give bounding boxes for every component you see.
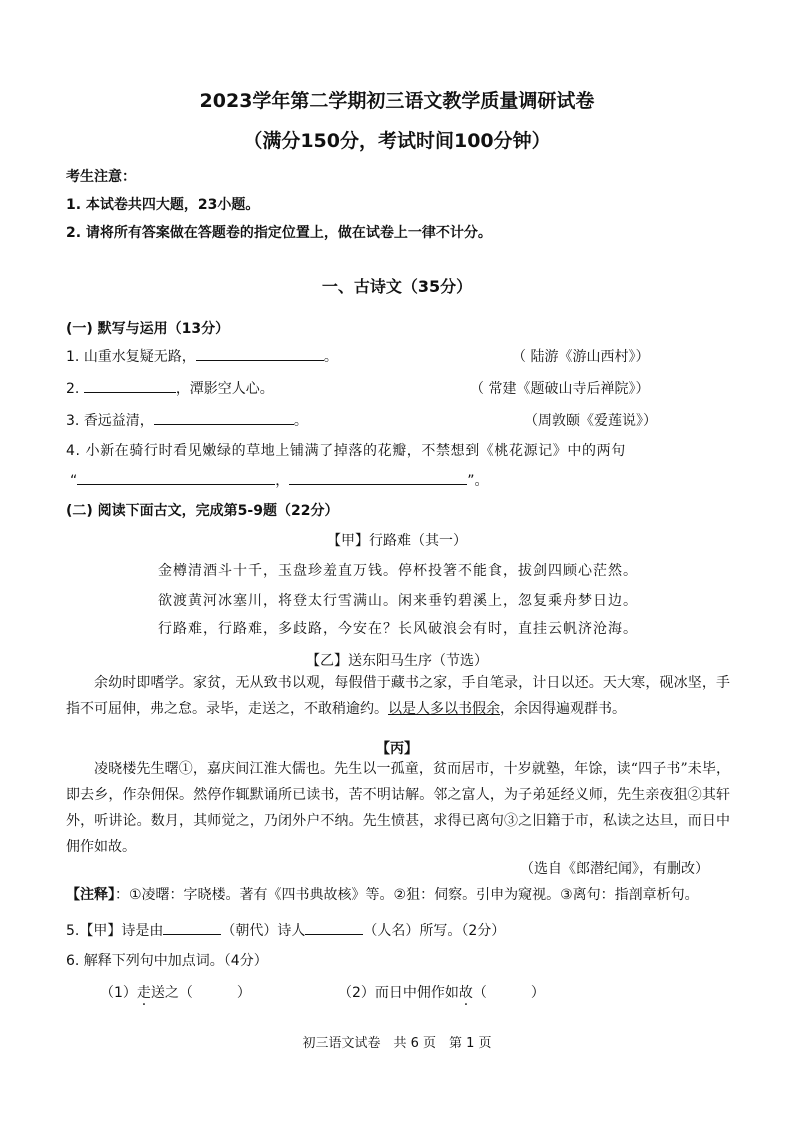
part1-title: (一) 默写与运用（13分） (66, 321, 230, 337)
q3-suffix: 。 (293, 413, 308, 429)
q6-item-1 (100, 982, 251, 1002)
part2-title: (二) 阅读下面古文，完成第5-9题（22分） (66, 503, 339, 519)
q1-answer-blank[interactable] (196, 347, 324, 361)
exam-subtitle: （满分150分，考试时间100分钟） (243, 130, 551, 152)
prose-yi-title: 【乙】送东阳马生序（节选） (306, 653, 488, 669)
q1-prefix: 山重水复疑无路， (83, 349, 196, 365)
annotation-label: 【注释】 (66, 887, 115, 903)
q4-comma: ， (275, 473, 290, 489)
q2-suffix: ，潭影空人心。 (175, 381, 274, 397)
q3-prefix: 香远益清， (83, 413, 154, 429)
notice-heading: 考生注意： (66, 169, 136, 185)
notice-item-1: 1. 本试卷共四大题，23小题。 (66, 197, 260, 213)
poem-jia-line-3: 行路难，行路难，多歧路，今安在？长风破浪会有时，直挂云帆济沧海。 (158, 621, 638, 637)
prose-yi-underlined: 以是人多以书假余 (388, 701, 500, 717)
q4-open-quote: “ (70, 473, 78, 489)
q6-item-1-close: ） (236, 985, 251, 1001)
annotation (66, 884, 699, 904)
q6-item-2-close: ） (530, 985, 545, 1001)
prose-bing-text: 凌晓楼先生曙①，嘉庆间江淮大儒也。先生以一孤童，贫而居市，十岁就塾，年馀，读“四子书”未毕，即去乡，作杂佣保。然停作辄默诵所已读书，苦不明诂解。邻之富人，为子弟延经义师，先生亲夜狙②其轩外，听讲论。数月，其师觉之，乃闭外户不纳。先生愤甚，求得已离句③之旧籍于市，私读之达旦，而日中佣作如故。 (66, 761, 730, 855)
q1-source: （ 陆游《游山西村》） (512, 349, 650, 365)
q6-item-1-dotted-word: 走 (136, 985, 151, 1001)
q6-item-1-text: 送之（ (150, 985, 193, 1001)
q2-number: 2. (66, 381, 80, 397)
q4-answer-blank-2[interactable] (289, 471, 467, 485)
question-4-blanks (70, 470, 489, 490)
q1-number: 1. (66, 349, 80, 365)
q3-answer-blank[interactable] (154, 411, 294, 425)
q1-suffix: 。 (323, 349, 338, 365)
q6-item-2-open: （ (472, 985, 487, 1001)
question-6: 6. 解释下列句中加点词。（4分） (66, 953, 268, 969)
prose-yi-text (66, 670, 730, 722)
q2-source: （ 常建《题破山寺后禅院》） (470, 381, 650, 397)
q5-mid1: （朝代）诗人 (221, 923, 306, 939)
question-4: 4. 小新在骑行时看见嫩绿的草地上铺满了掉落的花瓣，不禁想到《桃花源记》中的两句 (66, 443, 626, 459)
q5-poet-blank[interactable] (305, 921, 363, 935)
poem-jia-line-1: 金樽清酒斗十千，玉盘珍羞直万钱。停杯投箸不能食，拔剑四顾心茫然。 (158, 563, 638, 579)
annotation-text: ：①凌曙：字晓楼。著有《四书典故核》等。②狙：伺察。引申为窥视。③离句：指剖章析句。 (115, 887, 699, 903)
q6-item-2 (338, 982, 545, 1002)
page-footer: 初三语文试卷 共 6 页 第 1 页 (302, 1036, 492, 1051)
q2-answer-blank[interactable] (84, 379, 176, 393)
q3-source: （周敦颐《爱莲说》） (524, 413, 657, 429)
question-2 (66, 378, 274, 398)
prose-bing-source: （选自《郎潜纪闻》，有删改） (520, 861, 709, 877)
q6-item-2-text: （2）而日中佣作如 (338, 985, 459, 1001)
exam-title: 2023学年第二学期初三语文教学质量调研试卷 (199, 90, 595, 112)
poem-jia-line-2: 欲渡黄河冰塞川，将登太行雪满山。闲来垂钓碧溪上，忽复乘舟梦日边。 (158, 593, 638, 609)
section-title: 一、古诗文（35分） (321, 277, 473, 296)
prose-bing-title: 【丙】 (376, 741, 418, 757)
notice-item-2: 2. 请将所有答案做在答题卷的指定位置上，做在试卷上一律不计分。 (66, 225, 492, 241)
question-3 (66, 410, 308, 430)
q5-prefix: 5.【甲】诗是由 (66, 923, 164, 939)
poem-jia-title: 【甲】行路难（其一） (327, 533, 467, 549)
prose-yi-end: ，余因得遍观群书。 (500, 701, 626, 717)
q3-number: 3. (66, 413, 80, 429)
q4-close-quote: ”。 (467, 473, 489, 489)
q4-answer-blank-1[interactable] (77, 471, 275, 485)
question-1 (66, 346, 338, 366)
q5-mid2: （人名）所写。（2分） (363, 923, 506, 939)
question-5 (66, 920, 505, 940)
prose-yi-main: 余幼时即嗜学。家贫，无从致书以观，每假借于藏书之家，手自笔录，计日以还。天大寒，砚冰坚，手指不可屈伸，弗之怠。录毕，走送之，不敢稍逾约。 (66, 675, 730, 717)
q5-dynasty-blank[interactable] (163, 921, 221, 935)
q6-item-2-dotted-word: 故 (458, 985, 473, 1001)
q6-item-1-number: （1） (100, 985, 137, 1001)
